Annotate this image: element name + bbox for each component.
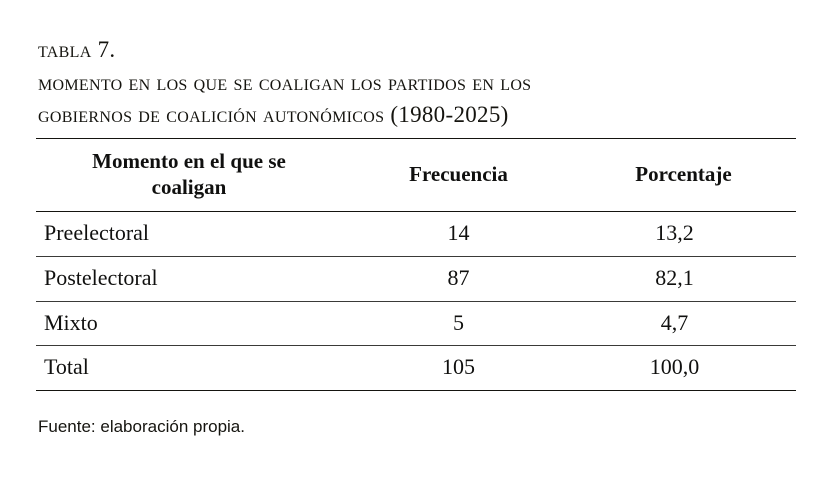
caption-line-title-2: gobiernos de coalición autonómicos (1980-2025) — [38, 102, 509, 128]
column-header-frecuencia: Frecuencia — [409, 162, 508, 187]
table-row — [36, 301, 796, 346]
cell-momento: Mixto — [36, 301, 346, 346]
cell-porcentaje: 100,0 — [571, 346, 796, 391]
table-source-note: Fuente: elaboración propia. — [38, 416, 245, 436]
caption-line-number: tabla 7. — [38, 37, 116, 62]
cell-momento: Postelectoral — [36, 257, 346, 302]
table-head — [36, 138, 796, 212]
cell-frecuencia: 87 — [346, 257, 571, 302]
column-header-momento: Momento en el que se coaligan — [92, 148, 286, 200]
cell-porcentaje: 4,7 — [571, 301, 796, 346]
table-header-row — [36, 138, 796, 212]
cell-porcentaje: 13,2 — [571, 212, 796, 257]
table-body — [36, 212, 796, 390]
column-header-porcentaje: Porcentaje — [635, 162, 732, 187]
table-row — [36, 257, 796, 302]
table-row — [36, 346, 796, 391]
cell-frecuencia: 5 — [346, 301, 571, 346]
cell-frecuencia: 105 — [346, 346, 571, 391]
cell-porcentaje: 82,1 — [571, 257, 796, 302]
caption-line-title-1: momento en los que se coaligan los partidos en los — [38, 69, 532, 95]
data-table — [36, 138, 796, 391]
cell-momento: Preelectoral — [36, 212, 346, 257]
cell-momento: Total — [36, 346, 346, 391]
table-caption — [38, 34, 797, 132]
cell-frecuencia: 14 — [346, 212, 571, 257]
table-row — [36, 212, 796, 257]
